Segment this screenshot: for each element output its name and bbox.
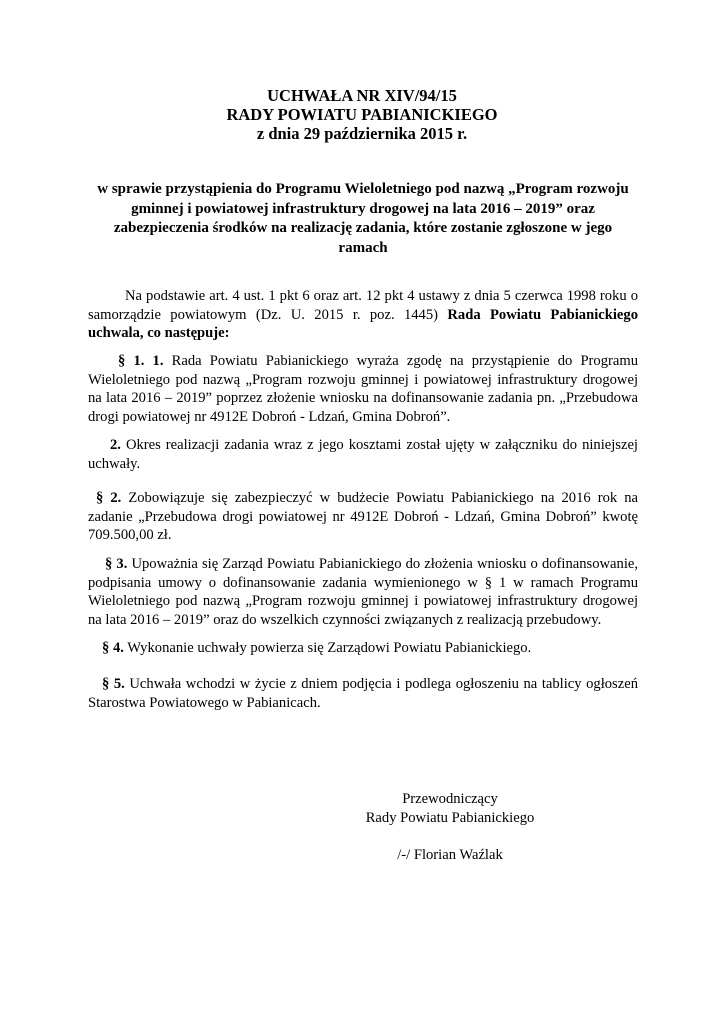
- council-name: RADY POWIATU PABIANICKIEGO: [226, 105, 498, 124]
- section-1-2: [88, 436, 638, 473]
- section-label: § 3.: [105, 556, 128, 572]
- document-title: [0, 86, 724, 143]
- section-text: Wykonanie uchwały powierza się Zarządowi Powiatu Pabianickiego.: [123, 640, 532, 656]
- preamble-bold: Rada Powiatu Pabianickiego uchwala, co następuje:: [88, 306, 638, 342]
- section-2: [88, 489, 638, 545]
- section-4: [88, 639, 638, 658]
- section-text: Rada Powiatu Pabianickiego wyraża zgodę na przystąpienie do Programu Wieloletniego pod nazwą „Program rozwoju gminnej i powiatowej infrastruktury drogowej na lata 2016 – 2019” poprzez złożenie wniosku na dofinansowanie zadania pn. „Przebudowa drogi powiatowej nr 4912E Dobroń - Ldzań, Gmina Dobroń”.: [88, 353, 639, 425]
- section-label: § 2.: [96, 490, 122, 506]
- resolution-date: z dnia 29 października 2015 r.: [256, 124, 468, 143]
- section-text: Okres realizacji zadania wraz z jego kosztami został ujęty w załączniku do niniejszej uchwały.: [88, 437, 638, 472]
- section-text: Uchwała wchodzi w życie z dniem podjęcia i podlega ogłoszeniu na tablicy ogłoszeń Starostwa Powiatowego w Pabianicach.: [88, 676, 638, 711]
- section-label: § 1. 1.: [118, 353, 164, 369]
- signature-name: /-/ Florian Waźlak: [397, 847, 503, 863]
- resolution-number: UCHWAŁA NR XIV/94/15: [267, 86, 457, 105]
- preamble-paragraph: [88, 287, 638, 343]
- section-label: § 5.: [102, 676, 125, 692]
- section-text: Upoważnia się Zarząd Powiatu Pabianickiego do złożenia wniosku o dofinansowanie, podpisania umowy o dofinansowanie zadania wymienionego w § 1 w ramach Programu Wieloletniego pod nazwą „Program rozwoju gminnej i powiatowej infrastruktury drogowej na lata 2016 – 2019” oraz do wszelkich czynności związanych z realizacją przebudowy.: [88, 556, 638, 628]
- preamble-text: Na podstawie art. 4 ust. 1 pkt 6 oraz art. 12 pkt 4 ustawy z dnia 5 czerwca 1998 roku o samorządzie powiatowym (Dz. U. 2015 r. poz. 1445): [88, 288, 638, 323]
- signature-role: Przewodniczący: [402, 791, 498, 807]
- section-5: [88, 675, 638, 712]
- section-3: [88, 555, 638, 629]
- resolution-subject: w sprawie przystąpienia do Programu Wieloletniego pod nazwą „Program rozwoju gminnej i powiatowej infrastruktury drogowej na lata 2016 – 2019” oraz zabezpieczenia środków na realizację zadania, które zostanie zgłoszone w jego ramach: [97, 181, 629, 256]
- section-label: 2.: [110, 437, 121, 453]
- section-text: Zobowiązuje się zabezpieczyć w budżecie Powiatu Pabianickiego na 2016 rok na zadanie „Przebudowa drogi powiatowej nr 4912E Dobroń - Ldzań, Gmina Dobroń” kwotę 709.500,00 zł.: [88, 490, 639, 544]
- section-label: § 4.: [102, 640, 124, 656]
- signature-body: Rady Powiatu Pabianickiego: [365, 810, 535, 826]
- section-1-1: [88, 352, 638, 426]
